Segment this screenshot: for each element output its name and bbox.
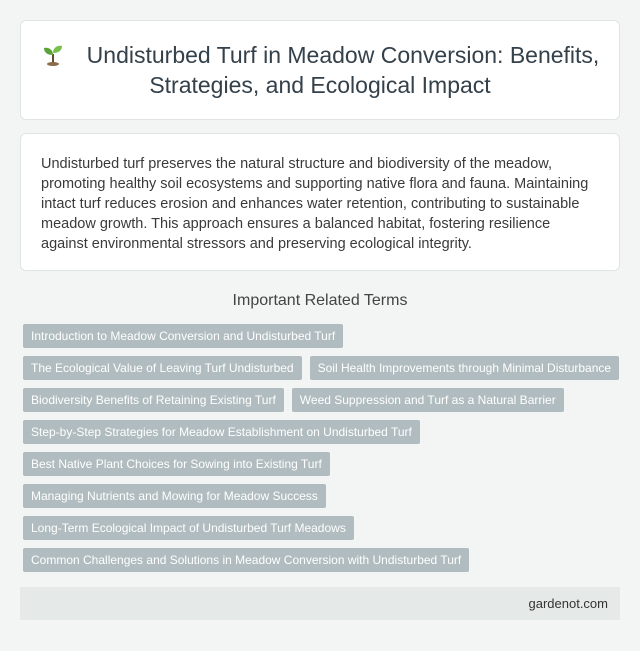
tag-row [23, 484, 623, 508]
tag-row [23, 324, 623, 348]
term-tag[interactable]: Introduction to Meadow Conversion and Undisturbed Turf [23, 324, 343, 348]
term-tag[interactable]: Weed Suppression and Turf as a Natural Barrier [292, 388, 564, 412]
tag-row [23, 452, 623, 476]
term-tag[interactable]: Biodiversity Benefits of Retaining Existing Turf [23, 388, 284, 412]
page-title [40, 40, 600, 100]
seedling-icon [41, 42, 65, 66]
title-card [20, 20, 620, 120]
term-tag[interactable]: Long-Term Ecological Impact of Undisturbed Turf Meadows [23, 516, 354, 540]
term-tag[interactable]: Common Challenges and Solutions in Meadow Conversion with Undisturbed Turf [23, 548, 469, 572]
term-tag[interactable]: The Ecological Value of Leaving Turf Undisturbed [23, 356, 302, 380]
term-tag[interactable]: Soil Health Improvements through Minimal Disturbance [310, 356, 619, 380]
tag-row [23, 420, 623, 444]
page-title-text: Undisturbed Turf in Meadow Conversion: Benefits, Strategies, and Ecological Impact [86, 42, 600, 98]
term-tag[interactable]: Managing Nutrients and Mowing for Meadow Success [23, 484, 326, 508]
tag-row [23, 548, 623, 572]
term-tag[interactable]: Step-by-Step Strategies for Meadow Establishment on Undisturbed Turf [23, 420, 420, 444]
term-tag[interactable]: Best Native Plant Choices for Sowing into Existing Turf [23, 452, 330, 476]
tag-row [23, 356, 623, 380]
tag-row [23, 388, 623, 412]
related-terms-list [23, 324, 623, 580]
related-terms-heading: Important Related Terms [232, 292, 408, 309]
intro-card [20, 133, 620, 271]
intro-paragraph: Undisturbed turf preserves the natural structure and biodiversity of the meadow, promoting healthy soil ecosystems and supporting native flora and fauna. Maintaining intact turf reduces erosion and enhances water retention, contributing to sustainable meadow growth. This approach ensures a balanced habitat, fostering resilience against environmental stressors and preserving ecological integrity. [41, 156, 589, 252]
tag-row [23, 516, 623, 540]
footer-site-link[interactable]: gardenot.com [528, 596, 608, 611]
footer [20, 587, 620, 620]
